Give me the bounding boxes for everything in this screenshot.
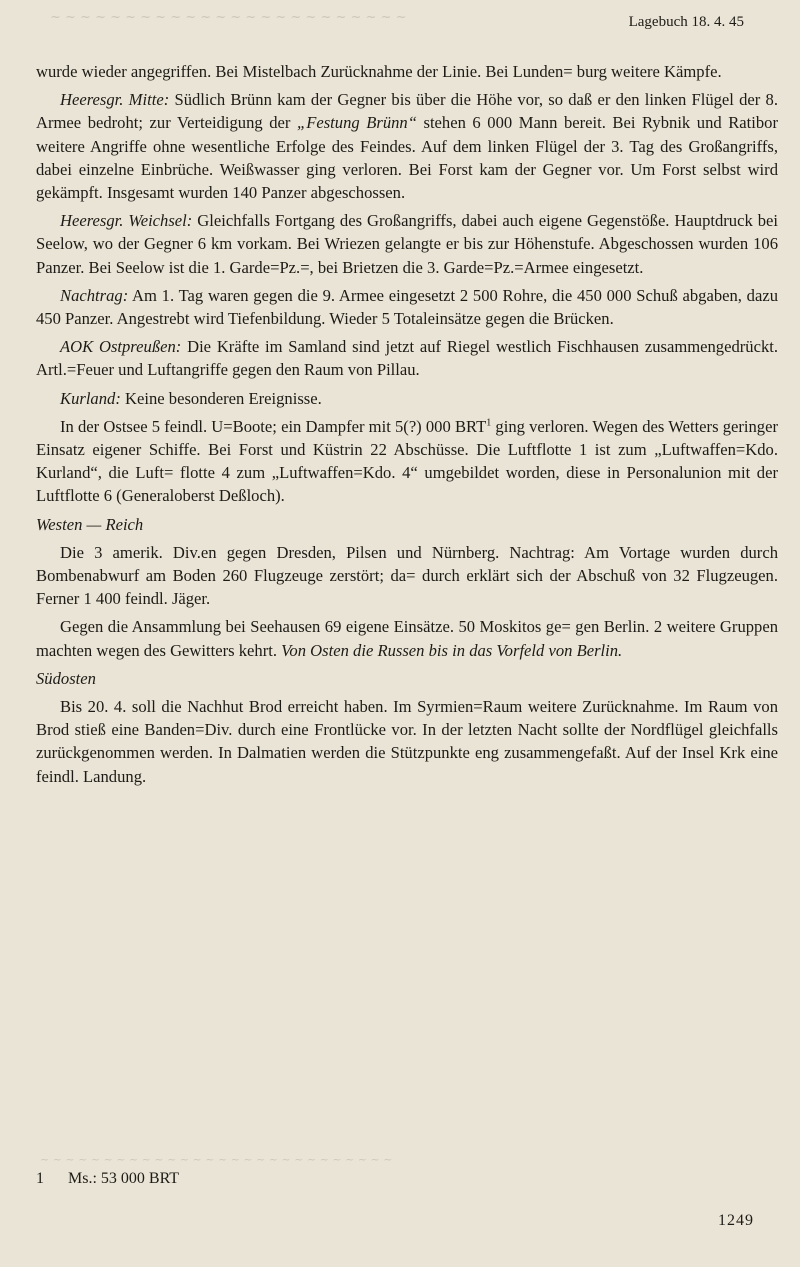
entry-italic: Von Osten die Russen bis in das Vorfeld von Berlin. — [281, 640, 623, 660]
entry-label: Heeresgr. Weichsel: — [60, 211, 193, 231]
entry-label: Kurland: — [60, 388, 121, 408]
bleed-through-text-bottom: ~ ~ ~ ~ ~ ~ ~ ~ ~ ~ ~ ~ ~ ~ ~ ~ ~ ~ ~ ~ ~ ~ ~ ~ ~ ~ ~ ~ — [40, 1153, 393, 1166]
page-number: 1249 — [718, 1212, 754, 1229]
body-text — [36, 60, 778, 793]
entry-text: stehen 6 000 Mann bereit. Bei Rybnik und Ratibor weitere Angriffe ohne wesentliche Erfolge des Feindes. Auf dem linken Flügel der 3. Tag des Großangriffs, dabei einzelne Einbrüche. Weißwasser ging verloren. Bei Forst kam der Gegner vor. Um Forst selbst wird gekämpft. Insgesamt wurden 140 Panzer abgeschossen. — [36, 113, 778, 203]
footnote-marker: 1 — [486, 417, 492, 429]
paragraph-suedosten: Bis 20. 4. soll die Nachhut Brod erreicht haben. Im Syrmien=Raum weitere Zurücknahme. Im Raum von Brod stieß eine Banden=Div. durch eine Frontlücke vor. In der letzten Nacht sollte der Nordflügel gleichfalls zurückgenommen werden. In Dalmatien werden die Stützpunkte eng zusammengefaßt. Auf der Insel Krk eine feindl. Landung. — [36, 697, 778, 786]
paragraph-west-1: Die 3 amerik. Div.en gegen Dresden, Pilsen und Nürnberg. Nachtrag: Am Vortage wurden durch Bombenabwurf am Boden 260 Flugzeuge zerstört; da= durch erklärt sich der Abschuß von 32 Flugzeugen. Ferner 1 400 feindl. Jäger. — [36, 542, 778, 609]
footnote-text: Ms.: 53 000 BRT — [68, 1170, 180, 1187]
entry-text: Die Kräfte im Samland sind jetzt auf Riegel westlich Fischhausen zusammengedrückt. Artl.=Feuer und Luftangriffe gegen den Raum von Pillau. — [36, 337, 778, 380]
paragraph-heeresgr-weichsel — [36, 209, 778, 279]
section-heading-suedosten: Südosten — [36, 668, 96, 688]
entry-text: Am 1. Tag waren gegen die 9. Armee eingesetzt 2 500 Rohre, die 450 000 Schuß abgaben, dazu 450 Panzer. Angestrebt wird Tiefenbildung. Wieder 5 Totaleinsätze gegen die Brücken. — [36, 285, 778, 329]
paragraph-ostsee — [36, 415, 778, 508]
paragraph-west-2 — [36, 615, 778, 661]
footnote-number: 1 — [36, 1170, 44, 1187]
paragraph-heeresgr-mitte — [36, 88, 778, 204]
entry-text: Südlich Brünn kam der Gegner bis über die Höhe vor, so daß er den linken Flügel der 8. Armee bedroht; zur Verteidigung der — [36, 90, 779, 133]
bleed-through-text-top: ~ ~ ~ ~ ~ ~ ~ ~ ~ ~ ~ ~ ~ ~ ~ ~ ~ ~ ~ ~ ~ ~ ~ ~ — [50, 10, 407, 25]
entry-text: In der Ostsee 5 feindl. U=Boote; ein Dampfer mit 5(?) 000 BRT — [60, 416, 487, 436]
running-head: Lagebuch 18. 4. 45 — [628, 14, 744, 30]
entry-label: Heeresgr. Mitte: — [60, 90, 170, 110]
footnote — [36, 1170, 179, 1188]
entry-label: Nachtrag: — [60, 285, 129, 305]
paragraph-1: wurde wieder angegriffen. Bei Mistelbach Zurücknahme der Linie. Bei Lunden= burg weitere Kämpfe. — [36, 62, 722, 81]
entry-text: Keine besonderen Ereignisse. — [120, 388, 322, 408]
entry-text: Gleichfalls Fortgang des Großangriffs, dabei auch eigene Gegenstöße. Hauptdruck bei Seelow, wo der Gegner 6 km vorkam. Bei Wriezen gelangte er bis zur Höhenstufe. Abgeschossen wurden 106 Panzer. Bei Seelow ist die 1. Garde=Pz.=, bei Brietzen die 3. Garde=Pz.=Armee eingesetzt. — [36, 211, 778, 277]
paragraph-nachtrag — [36, 284, 778, 330]
paragraph-kurland — [36, 387, 778, 410]
section-heading-westen: Westen — Reich — [36, 514, 144, 534]
entry-label: AOK Ostpreußen: — [60, 337, 182, 357]
entry-italic: „Festung Brünn“ — [296, 113, 417, 133]
entry-text: Gegen die Ansammlung bei Seehausen 69 eigene Einsätze. 50 Moskitos ge= gen Berlin. 2 weitere Gruppen machten wegen des Gewitters kehrt. — [36, 617, 778, 660]
paragraph-aok-ostpreussen — [36, 335, 778, 381]
entry-text: ging verloren. Wegen des Wetters geringer Einsatz eigener Schiffe. Bei Forst und Küstrin 22 Abschüsse. Die Luftflotte 1 ist zum „Luftwaffen=Kdo. Kurland“, die Luft= flotte 4 zum „Luftwaffen=Kdo. 4“ umgebildet worden, diese in Personalunion mit der Luftflotte 6 (Generaloberst Deßloch). — [36, 416, 778, 506]
